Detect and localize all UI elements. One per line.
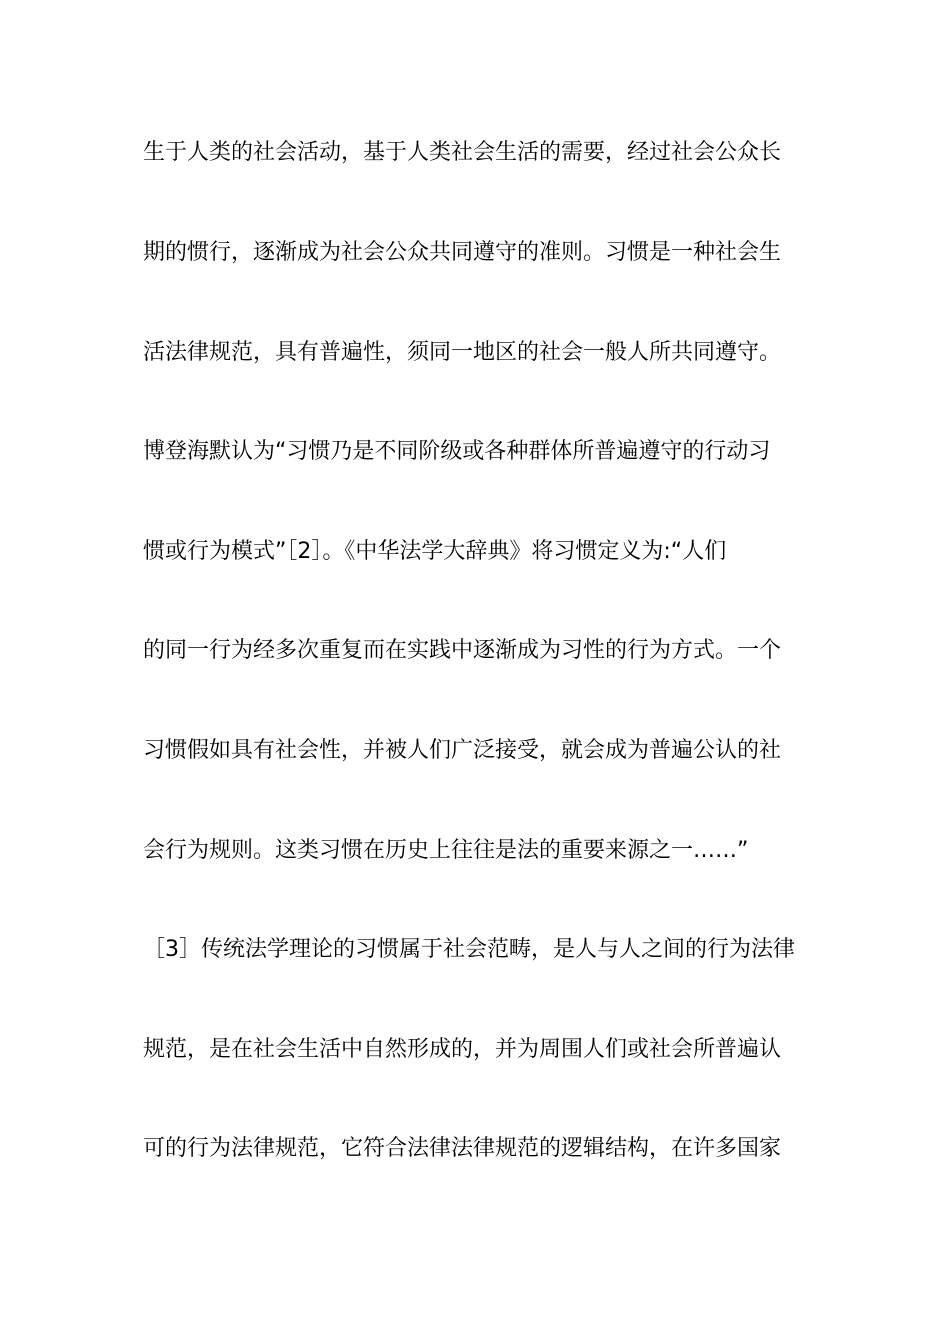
text-line: 惯或行为模式”［2］。《中华法学大辞典》将习惯定义为:“人们 — [143, 539, 727, 564]
text-line: 生于人类的社会活动，基于人类社会生活的需要，经过社会公众长 — [143, 140, 782, 165]
text-line: 期的惯行，逐渐成为社会公众共同遵守的准则。习惯是一种社会生 — [143, 240, 782, 265]
text-line: 的同一行为经多次重复而在实践中逐渐成为习性的行为方式。一个 — [143, 638, 782, 663]
text-line: 可的行为法律规范，它符合法律法律规范的逻辑结构，在许多国家 — [143, 1136, 782, 1161]
text-line: ［3］传统法学理论的习惯属于社会范畴，是人与人之间的行为法律 — [143, 937, 795, 962]
text-line: 活法律规范，具有普遍性，须同一地区的社会一般人所共同遵守。 — [143, 340, 782, 365]
text-line: 习惯假如具有社会性，并被人们广泛接受，就会成为普遍公认的社 — [143, 738, 782, 763]
text-line: 会行为规则。这类习惯在历史上往往是法的重要来源之一……” — [143, 838, 749, 863]
text-line: 博登海默认为“习惯乃是不同阶级或各种群体所普遍遵守的行动习 — [143, 439, 771, 464]
text-line: 规范，是在社会生活中自然形成的，并为周围人们或社会所普遍认 — [143, 1037, 782, 1062]
